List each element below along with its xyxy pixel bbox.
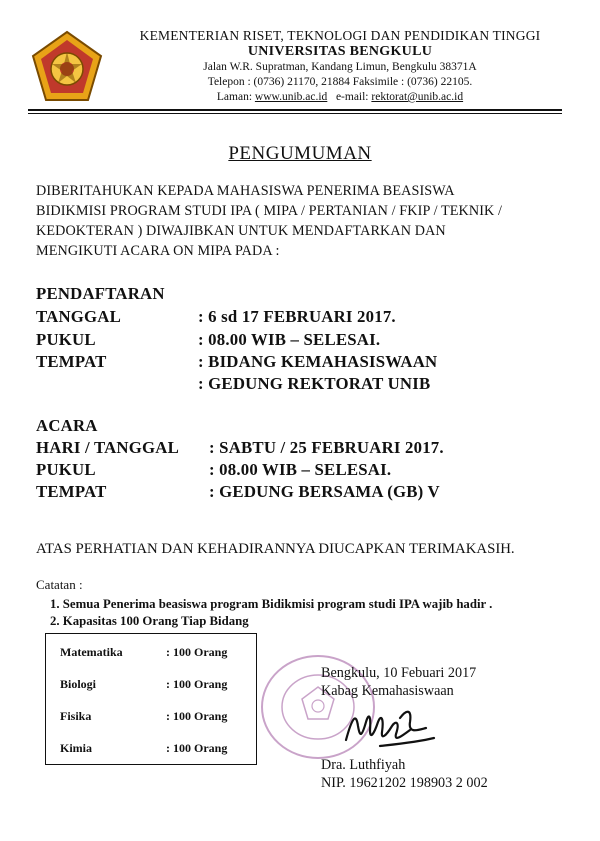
note-item: 1. Semua Penerima beasiswa program Bidikmisi program studi IPA wajib hadir . [50, 597, 493, 611]
capacity-field: Biologi [60, 677, 97, 691]
registration-place-value: : BIDANG KEMAHASISWAAN [198, 352, 438, 371]
university-name: UNIVERSITAS BENGKULU [247, 44, 433, 59]
registration-date-label: TANGGAL [36, 307, 122, 326]
ministry-name: KEMENTERIAN RISET, TEKNOLOGI DAN PENDIDIKAN TINGGI [139, 28, 541, 43]
intro-line: BIDIKMISI PROGRAM STUDI IPA ( MIPA / PERTANIAN / FKIP / TEKNIK / [36, 203, 503, 219]
registration-place-value-2: : GEDUNG REKTORAT UNIB [198, 374, 431, 393]
event-heading: ACARA [36, 416, 98, 435]
capacity-value: : 100 Orang [166, 741, 228, 755]
capacity-value: : 100 Orang [166, 645, 228, 659]
web-label: Laman: [216, 91, 253, 103]
intro-line: DIBERITAHUKAN KEPADA MAHASISWA PENERIMA BEASISWA [36, 183, 455, 199]
closing-statement: ATAS PERHATIAN DAN KEHADIRANNYA DIUCAPKAN TERIMAKASIH. [36, 541, 515, 557]
event-place-value: : GEDUNG BERSAMA (GB) V [209, 482, 440, 501]
letterhead-divider-thin [28, 113, 562, 114]
signature-position: Kabag Kemahasiswaan [321, 683, 454, 699]
notes-label: Catatan : [36, 577, 83, 592]
email-link[interactable]: rektorat@unib.ac.id [371, 91, 464, 103]
signatory-nip: NIP. 19621202 198903 2 002 [321, 775, 488, 791]
registration-time-label: PUKUL [36, 330, 96, 349]
event-place-label: TEMPAT [36, 482, 107, 501]
signatory-name: Dra. Luthfiyah [321, 757, 406, 773]
capacity-field: Matematika [60, 645, 123, 659]
registration-date-value: : 6 sd 17 FEBRUARI 2017. [198, 307, 396, 326]
event-date-value: : SABTU / 25 FEBRUARI 2017. [209, 438, 444, 457]
university-contact [120, 91, 560, 103]
email-label: e-mail: [335, 91, 369, 103]
handwritten-signature [340, 700, 440, 755]
university-phone: Telepon : (0736) 21170, 21884 Faksimile : (0736) 22105. [207, 76, 473, 88]
registration-heading: PENDAFTARAN [36, 284, 165, 303]
university-address: Jalan W.R. Supratman, Kandang Limun, Bengkulu 38371A [203, 61, 477, 73]
signature-place-date: Bengkulu, 10 Febuari 2017 [321, 665, 477, 681]
event-time-label: PUKUL [36, 460, 96, 479]
intro-line: MENGIKUTI ACARA ON MIPA PADA : [36, 243, 280, 259]
capacity-value: : 100 Orang [166, 677, 228, 691]
university-logo [30, 30, 104, 104]
registration-place-label: TEMPAT [36, 352, 107, 371]
note-item: 2. Kapasitas 100 Orang Tiap Bidang [50, 614, 249, 628]
letterhead-divider-thick [28, 109, 562, 111]
event-date-label: HARI / TANGGAL [36, 438, 179, 457]
capacity-value: : 100 Orang [166, 709, 228, 723]
capacity-field: Kimia [60, 741, 92, 755]
registration-time-value: : 08.00 WIB – SELESAI. [198, 330, 381, 349]
announcement-title: PENGUMUMAN [228, 143, 372, 164]
event-time-value: : 08.00 WIB – SELESAI. [209, 460, 392, 479]
website-link[interactable]: www.unib.ac.id [254, 91, 328, 103]
intro-line: KEDOKTERAN ) DIWAJIBKAN UNTUK MENDAFTARKAN DAN [36, 223, 446, 239]
capacity-field: Fisika [60, 709, 92, 723]
